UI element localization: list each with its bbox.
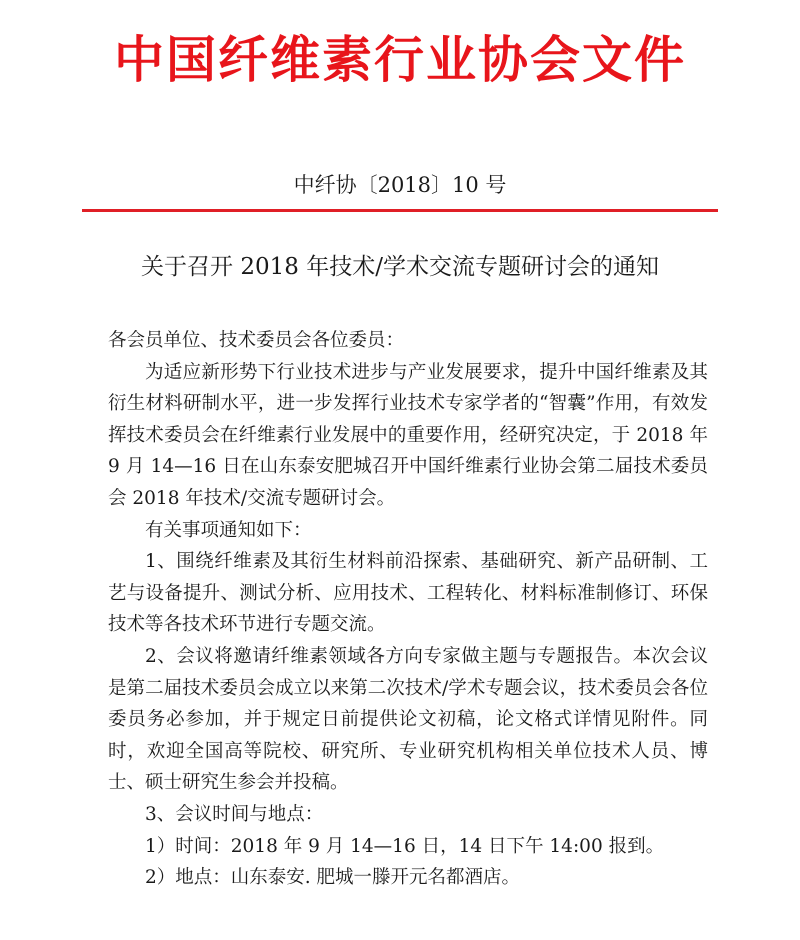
paragraph-item-3: 3、会议时间与地点： — [145, 803, 324, 825]
paragraph-item-1: 1、围绕纤维素及其衍生材料前沿探索、基础研究、新产品研制、工艺与设备提升、测试分析、应用技术、工程转化、材料标准制修订、环保技术等各技术环节进行专题交流。 — [108, 551, 708, 636]
notice-title: 关于召开 2018 年技术/学术交流专题研讨会的通知 — [141, 254, 659, 280]
notice-body — [108, 325, 708, 894]
salutation: 各会员单位、技术委员会各位委员： — [108, 330, 405, 351]
red-divider-line — [82, 209, 718, 212]
paragraph-location: 2）地点：山东泰安. 肥城一滕开元名都酒店。 — [145, 867, 521, 889]
document-number: 中纤协〔2018〕10 号 — [293, 173, 507, 197]
paragraph-item-2: 2、会议将邀请纤维素领域各方向专家做主题与专题报告。本次会议是第二届技术委员会成立以来第二次技术/学术专题会议，技术委员会各位委员务必参加，并于规定日前提供论文初稿，论文格式详情见附件。同时，欢迎全国高等院校、研究所、专业研究机构相关单位技术人员、博士、硕士研究生参会并投稿。 — [108, 645, 708, 794]
paragraph-matters-heading: 有关事项通知如下： — [145, 519, 312, 541]
issuer-header-title: 中国纤维素行业协会文件 — [114, 31, 686, 89]
paragraph-intro: 为适应新形势下行业技术进步与产业发展要求，提升中国纤维素及其衍生材料研制水平，进一步发挥行业技术专家学者的“智囊”作用，有效发挥技术委员会在纤维素行业发展中的重要作用，经研究决定，于 2018 年 9 月 14—16 日在山东泰安肥城召开中国纤维素行业协会第二届技术委员会 2018 年技术/交流专题研讨会。 — [108, 361, 708, 509]
paragraph-time: 1）时间：2018 年 9 月 14—16 日，14 日下午 14:00 报到。 — [145, 835, 665, 857]
